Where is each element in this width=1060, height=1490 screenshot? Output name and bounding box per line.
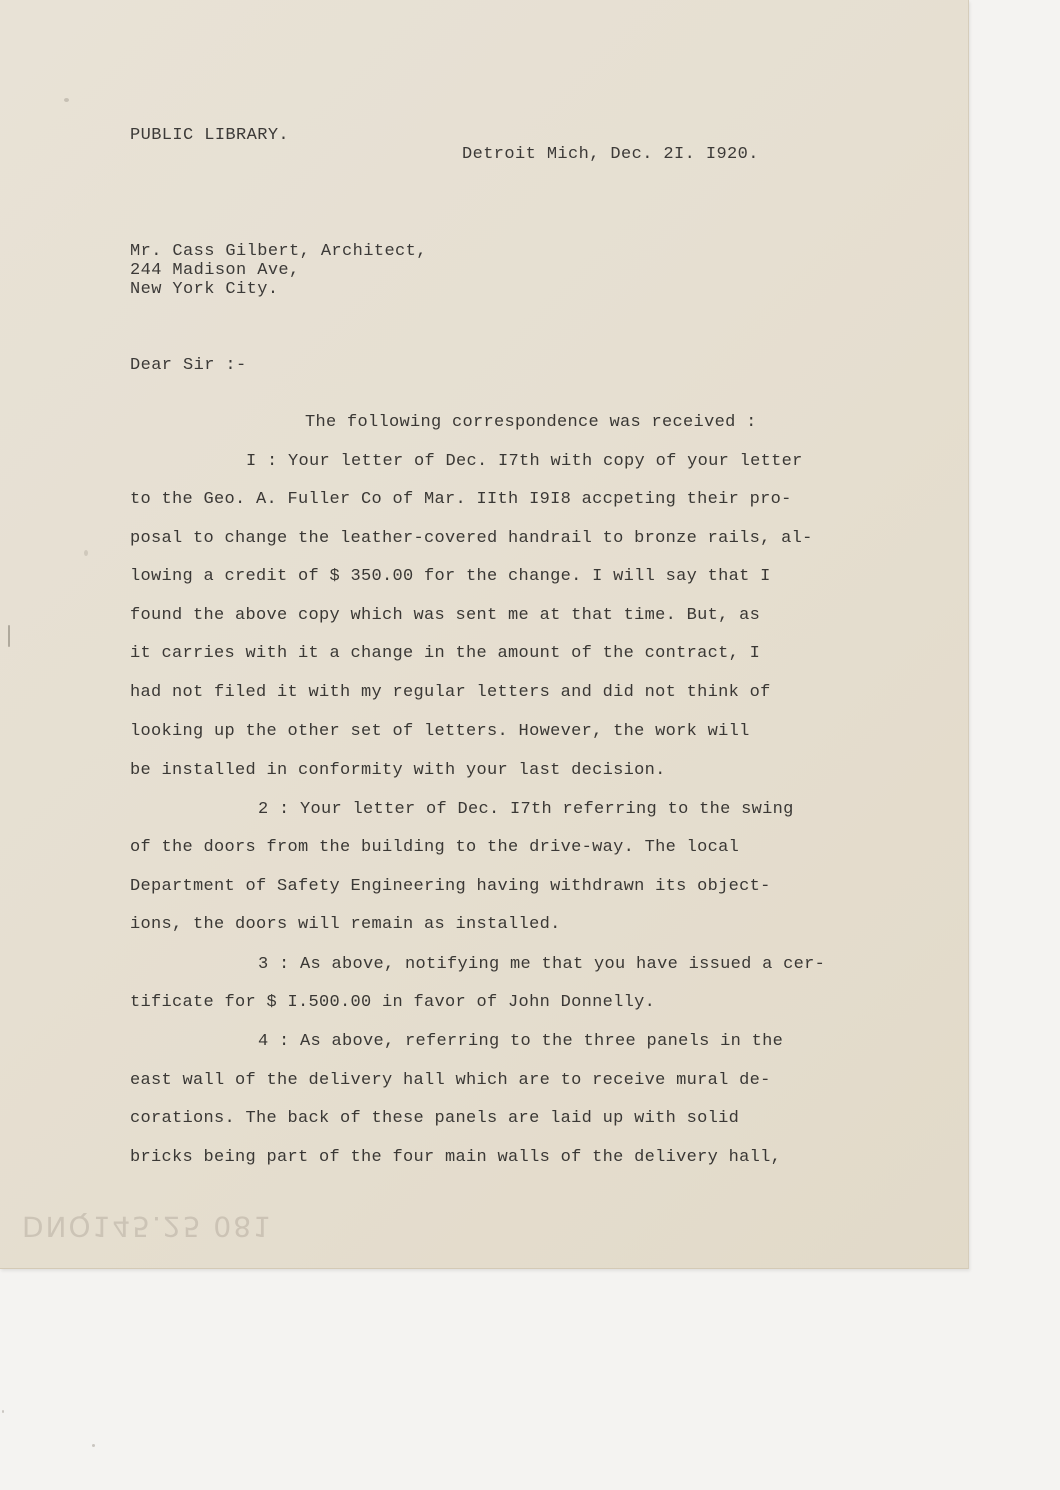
body-line: tificate for $ I.500.00 in favor of John Donnelly.: [130, 993, 656, 1012]
archive-stamp: DNQ145.25 081: [22, 1210, 273, 1243]
body-line: be installed in conformity with your last decision.: [130, 761, 666, 780]
body-line: posal to change the leather-covered handrail to bronze rails, al-: [130, 529, 813, 548]
salutation: Dear Sir :-: [130, 356, 247, 375]
body-line: had not filed it with my regular letters and did not think of: [130, 683, 771, 702]
paper-speck: [64, 98, 69, 102]
body-line: I : Your letter of Dec. I7th with copy of your letter: [246, 452, 803, 471]
body-line: to the Geo. A. Fuller Co of Mar. IIth I9I8 accpeting their pro-: [130, 490, 792, 509]
paper-speck: [84, 550, 88, 556]
body-line: it carries with it a change in the amount of the contract, I: [130, 644, 761, 663]
recipient-line-2: 244 Madison Ave,: [130, 261, 300, 280]
body-line: of the doors from the building to the drive-way. The local: [130, 838, 740, 857]
body-line: 2 : Your letter of Dec. I7th referring to the swing: [258, 800, 794, 819]
body-line: ions, the doors will remain as installed.: [130, 915, 561, 934]
body-line: lowing a credit of $ 350.00 for the change. I will say that I: [130, 567, 771, 586]
background-speck: [2, 1410, 4, 1413]
body-line: 3 : As above, notifying me that you have issued a cer-: [258, 955, 826, 974]
body-line: looking up the other set of letters. However, the work will: [130, 722, 750, 741]
body-line: corations. The back of these panels are laid up with solid: [130, 1109, 740, 1128]
body-line: bricks being part of the four main walls of the delivery hall,: [130, 1148, 782, 1167]
body-line: east wall of the delivery hall which are to receive mural de-: [130, 1071, 771, 1090]
body-line: found the above copy which was sent me at that time. But, as: [130, 606, 761, 625]
letterhead: PUBLIC LIBRARY.: [130, 126, 290, 145]
body-line: Department of Safety Engineering having withdrawn its object-: [130, 877, 771, 896]
body-line: The following correspondence was received :: [305, 413, 757, 432]
body-line: 4 : As above, referring to the three panels in the: [258, 1032, 784, 1051]
background-speck: [92, 1444, 95, 1447]
recipient-line-1: Mr. Cass Gilbert, Architect,: [130, 242, 427, 261]
dateline: Detroit Mich, Dec. 2I. I920.: [462, 145, 759, 164]
edge-mark: [8, 625, 10, 647]
recipient-line-3: New York City.: [130, 280, 279, 299]
